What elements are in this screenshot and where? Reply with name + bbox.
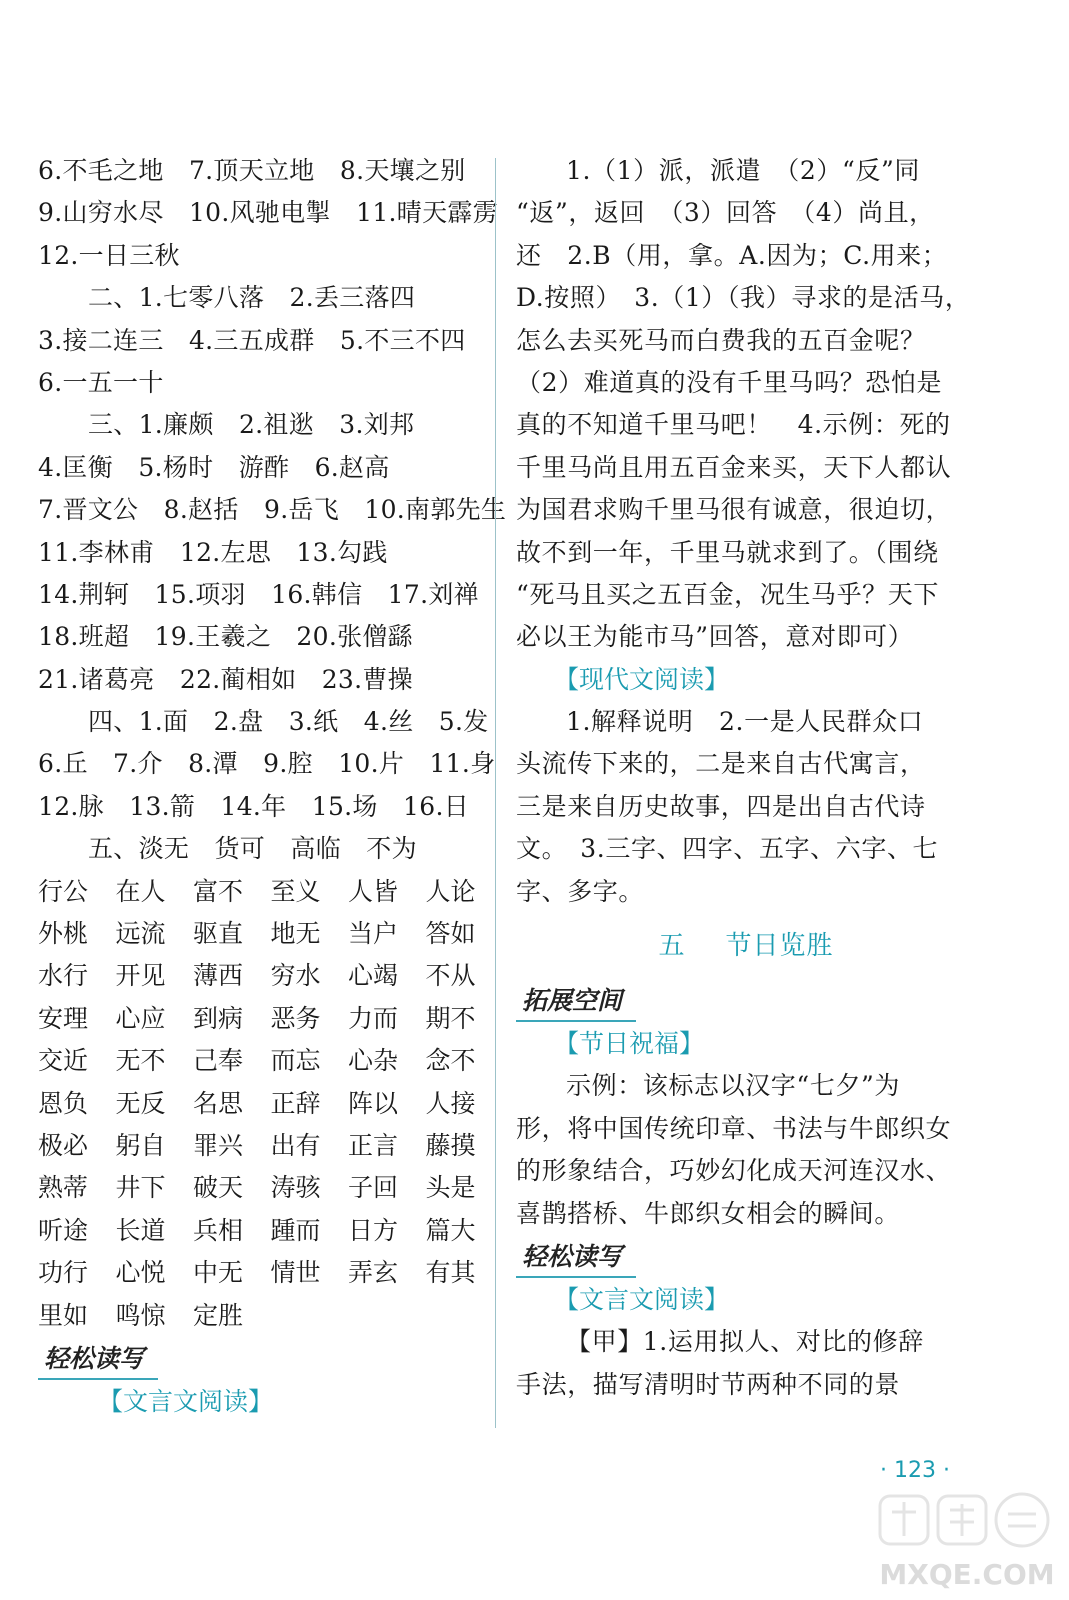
text-line: 文。 3.三字、四字、五字、六字、七 bbox=[516, 834, 939, 864]
grid-cell: 在人 bbox=[115, 876, 166, 906]
text-line: 真的不知道千里马吧！ 4.示例：死的 bbox=[516, 410, 951, 440]
grid-cell: 心竭 bbox=[348, 961, 399, 991]
text-line: 【甲】1.运用拟人、对比的修辞 bbox=[566, 1327, 924, 1357]
text-line: 14.荆轲 15.项羽 16.韩信 17.刘禅 bbox=[38, 579, 479, 609]
section-heading-text: 拓展空间 bbox=[522, 986, 623, 1016]
grid-cell: 无不 bbox=[115, 1046, 166, 1076]
right-column bbox=[516, 150, 976, 1406]
grid-cell: 人皆 bbox=[348, 876, 399, 906]
text-line: 示例：该标志以汉字“七夕”为 bbox=[566, 1071, 900, 1101]
grid-cell: 情世 bbox=[270, 1258, 321, 1288]
grid-cell: 当户 bbox=[348, 919, 399, 949]
grid-cell: 踵而 bbox=[270, 1215, 321, 1245]
text-line: 12.脉 13.箭 14.年 15.场 16.日 bbox=[38, 791, 469, 821]
text-line: 3.接二连三 4.三五成群 5.不三不四 bbox=[38, 325, 466, 355]
grid-cell: 正辞 bbox=[270, 1088, 321, 1118]
grid-cell: 远流 bbox=[115, 919, 166, 949]
text-line: 五、淡无 货可 高临 不为 bbox=[88, 834, 417, 864]
section-heading-tuozhan bbox=[516, 979, 976, 1023]
watermark-logo bbox=[872, 1488, 1062, 1596]
grid-cell: 日方 bbox=[348, 1215, 399, 1245]
grid-cell: 头是 bbox=[425, 1173, 476, 1203]
section-heading-text: 轻松读写 bbox=[522, 1241, 623, 1271]
grid-cell: 答如 bbox=[425, 919, 476, 949]
grid-cell: 心杂 bbox=[348, 1046, 399, 1076]
text-line: D.按照） 3.（1）（我）寻求的是活马， bbox=[516, 283, 971, 313]
grid-cell: 无反 bbox=[115, 1088, 166, 1118]
text-line: 必以王为能市马”回答，意对即可） bbox=[516, 622, 914, 652]
text-line: 二、1.七零八落 2.丢三落四 bbox=[88, 283, 416, 313]
grid-cell: 兵相 bbox=[193, 1215, 244, 1245]
grid-cell: 行公 bbox=[38, 876, 89, 906]
text-line: 形，将中国传统印章、书法与牛郎织女 bbox=[516, 1113, 952, 1143]
text-line: 四、1.面 2.盘 3.纸 4.丝 5.发 bbox=[88, 707, 489, 737]
text-line: 18.班超 19.王羲之 20.张僧繇 bbox=[38, 622, 413, 652]
text-line: （2）难道真的没有千里马吗？恐怕是 bbox=[516, 367, 943, 397]
grid-cell: 心应 bbox=[115, 1003, 166, 1033]
left-column bbox=[38, 150, 507, 1423]
text-line: “死马且买之五百金，况生马乎？天下 bbox=[516, 579, 939, 609]
grid-cell: 富不 bbox=[193, 876, 244, 906]
text-line: 字、多字。 bbox=[516, 876, 645, 906]
grid-cell: 听途 bbox=[38, 1215, 89, 1245]
text-line: “返”，返回 （3）回答 （4）尚且， bbox=[516, 198, 935, 228]
grid-cell: 破天 bbox=[193, 1173, 244, 1203]
text-line: 还 2.B（用，拿。A.因为；C.用来； bbox=[516, 240, 948, 270]
grid-cell: 己奉 bbox=[193, 1046, 244, 1076]
grid-cell: 子回 bbox=[348, 1173, 399, 1203]
grid-cell: 开见 bbox=[115, 961, 166, 991]
text-line: 7.晋文公 8.赵括 9.岳飞 10.南郭先生 bbox=[38, 495, 507, 525]
text-line: 4.匡衡 5.杨时 游酢 6.赵高 bbox=[38, 452, 390, 482]
grid-cell: 中无 bbox=[193, 1258, 244, 1288]
grid-cell: 藤摸 bbox=[425, 1130, 476, 1160]
grid-cell: 鸣惊 bbox=[115, 1300, 166, 1330]
grid-cell: 地无 bbox=[270, 919, 321, 949]
grid-cell: 躬自 bbox=[115, 1130, 166, 1160]
tag-wenyan-right: 【文言文阅读】 bbox=[554, 1284, 730, 1314]
chapter-number: 五 bbox=[658, 931, 686, 962]
text-line: 11.李林甫 12.左思 13.勾践 bbox=[38, 537, 388, 567]
section-underline bbox=[38, 1378, 158, 1380]
section-heading-qingsong bbox=[38, 1337, 488, 1381]
grid-cell: 而忘 bbox=[270, 1046, 321, 1076]
chapter-title bbox=[516, 913, 976, 979]
grid-cell: 里如 bbox=[38, 1300, 89, 1330]
grid-cell: 恩负 bbox=[38, 1088, 89, 1118]
text-line: 千里马尚且用五百金来买，天下人都认 bbox=[516, 452, 952, 482]
grid-cell: 功行 bbox=[38, 1258, 89, 1288]
grid-cell: 外桃 bbox=[38, 919, 89, 949]
section-underline bbox=[516, 1020, 636, 1022]
text-line: 为国君求购千里马很有诚意，很迫切， bbox=[516, 495, 952, 525]
grid-cell: 驱直 bbox=[193, 919, 244, 949]
text-line: 怎么去买死马而白费我的五百金呢？ bbox=[516, 325, 926, 355]
tag-wenyan: 【文言文阅读】 bbox=[98, 1386, 274, 1416]
grid-cell: 到病 bbox=[193, 1003, 244, 1033]
grid-cell: 水行 bbox=[38, 961, 89, 991]
text-line: 手法，描写清明时节两种不同的景 bbox=[516, 1369, 901, 1399]
text-line: 6.丘 7.介 8.潭 9.腔 10.片 11.身 bbox=[38, 749, 496, 779]
grid-cell: 不从 bbox=[425, 961, 476, 991]
watermark-url: MXQE.COM bbox=[879, 1558, 1055, 1591]
column-divider bbox=[495, 158, 496, 1428]
grid-cell: 有其 bbox=[425, 1258, 476, 1288]
section-heading-qingsong-right bbox=[516, 1235, 976, 1279]
grid-cell: 力而 bbox=[348, 1003, 399, 1033]
chapter-title-text: 节日览胜 bbox=[725, 931, 834, 962]
text-line: 喜鹊搭桥、牛郎织女相会的瞬间。 bbox=[516, 1198, 901, 1228]
grid-cell: 穷水 bbox=[270, 961, 321, 991]
text-line: 三是来自历史故事，四是出自古代诗 bbox=[516, 791, 926, 821]
section-underline bbox=[516, 1276, 636, 1278]
grid-cell: 极必 bbox=[38, 1130, 89, 1160]
grid-cell: 正言 bbox=[348, 1130, 399, 1160]
section-heading-text: 轻松读写 bbox=[44, 1343, 145, 1373]
grid-cell: 阵以 bbox=[348, 1088, 399, 1118]
grid-cell: 井下 bbox=[115, 1173, 166, 1203]
text-line: 头流传下来的，二是来自古代寓言， bbox=[516, 749, 926, 779]
idiom-grid bbox=[38, 871, 488, 1337]
text-line: 9.山穷水尽 10.风驰电掣 11.晴天霹雳 bbox=[38, 198, 498, 228]
grid-cell: 安理 bbox=[38, 1003, 89, 1033]
grid-cell: 熟蒂 bbox=[38, 1173, 89, 1203]
text-line: 三、1.廉颇 2.祖逖 3.刘邦 bbox=[88, 410, 415, 440]
grid-cell: 罪兴 bbox=[193, 1130, 244, 1160]
grid-cell: 定胜 bbox=[193, 1300, 244, 1330]
grid-cell: 篇大 bbox=[425, 1215, 476, 1245]
text-line: 故不到一年，千里马就求到了。（围绕 bbox=[516, 537, 939, 567]
grid-cell: 心悦 bbox=[115, 1258, 166, 1288]
grid-cell: 名思 bbox=[193, 1088, 244, 1118]
grid-cell: 长道 bbox=[115, 1215, 166, 1245]
grid-cell: 交近 bbox=[38, 1046, 89, 1076]
tag-zhufu: 【节日祝福】 bbox=[554, 1029, 705, 1059]
grid-cell: 涛骇 bbox=[270, 1173, 321, 1203]
text-line: 6.一五一十 bbox=[38, 367, 164, 397]
grid-cell: 人接 bbox=[425, 1088, 476, 1118]
text-line: 的形象结合，巧妙幻化成天河连汉水、 bbox=[516, 1156, 952, 1186]
grid-cell: 恶务 bbox=[270, 1003, 321, 1033]
text-line: 6.不毛之地 7.顶天立地 8.天壤之别 bbox=[38, 156, 466, 185]
grid-cell: 出有 bbox=[270, 1130, 321, 1160]
grid-cell: 至义 bbox=[270, 876, 321, 906]
page-number: · 123 · bbox=[880, 1458, 950, 1483]
text-line: 1.（1）派，派遣 （2）“反”同 bbox=[566, 156, 920, 185]
grid-cell: 弄玄 bbox=[348, 1258, 399, 1288]
grid-cell: 念不 bbox=[425, 1046, 476, 1076]
text-line: 21.诸葛亮 22.蔺相如 23.曹操 bbox=[38, 664, 413, 694]
tag-xiandai: 【现代文阅读】 bbox=[554, 664, 730, 694]
grid-cell: 薄西 bbox=[193, 961, 244, 991]
grid-cell: 期不 bbox=[425, 1003, 476, 1033]
text-line: 1.解释说明 2.一是人民群众口 bbox=[566, 707, 924, 737]
grid-cell: 人论 bbox=[425, 876, 476, 906]
text-line: 12.一日三秋 bbox=[38, 240, 180, 270]
